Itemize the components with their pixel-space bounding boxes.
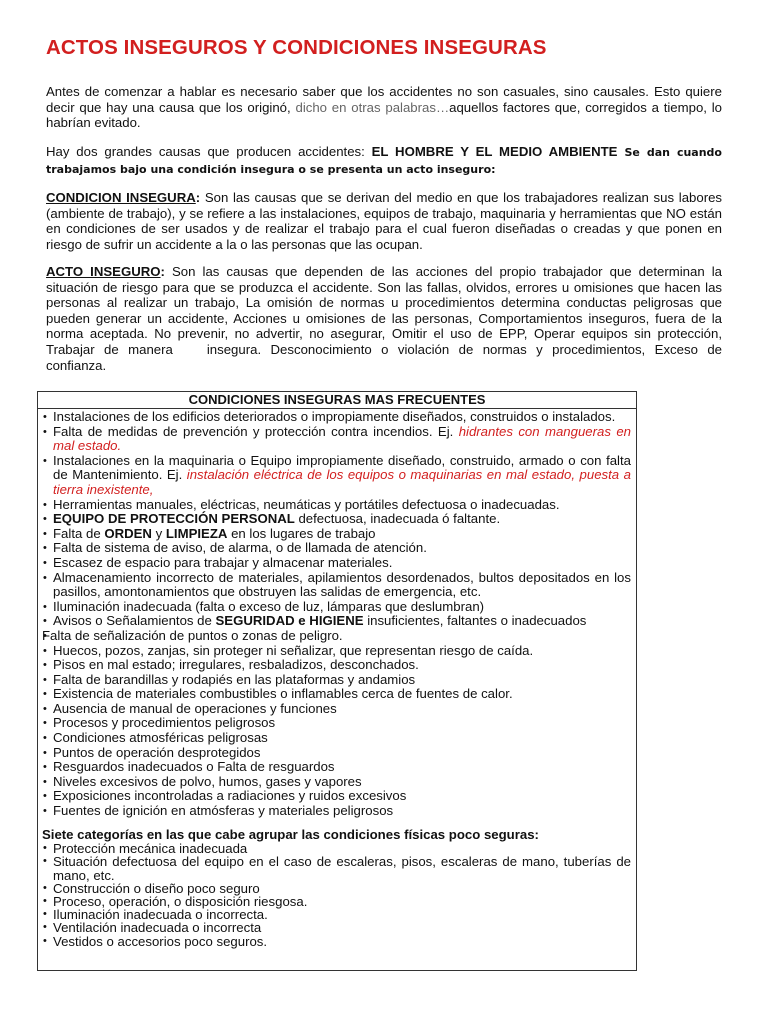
list-item: • Exposiciones incontroladas a radiaciones y ruidos excesivos xyxy=(42,789,631,804)
page-title: ACTOS INSEGUROS Y CONDICIONES INSEGURAS xyxy=(46,36,547,59)
list-item: • Puntos de operación desprotegidos xyxy=(42,746,631,761)
conditions-table xyxy=(37,391,637,971)
example-text: instalación eléctrica de los equipos o maquinarias en mal estado, puesta a tierra inexistente, xyxy=(53,467,631,497)
intro-gray-text: dicho en otras palabras… xyxy=(295,99,450,115)
category-item: • Iluminación inadecuada o incorrecta. xyxy=(42,908,631,921)
list-item: • Falta de ORDEN y LIMPIEZA en los lugares de trabajo xyxy=(42,527,631,542)
acto-text-1: Son las causas que dependen de las acciones del propio trabajador que determinan la situación de riesgo para que se produzca el accidente. Son las fallas, olvidos, errores u omisiones que hacen las personas al realizar un trabajo, La omisión de normas u procedimientos determina conductas peligrosas que pueden generar un accidente, Acciones u omisiones de las personas, Comportamientos inseguros, fuera de la norma aceptada. No prevenir, no advertir, no asegurar, Omitir el uso de EPP, Operar equipos sin protección, Trabajar de manera xyxy=(46,264,722,357)
list-item: • Falta de sistema de aviso, de alarma, o de llamada de atención. xyxy=(42,541,631,556)
list-item: • Herramientas manuales, eléctricas, neumáticas y portátiles defectuosa o inadecuadas. xyxy=(42,498,631,513)
list-item: • Falta de barandillas y rodapiés en las plataformas y andamios xyxy=(42,673,631,688)
list-item: • Avisos o Señalamientos de SEGURIDAD e HIGIENE insuficientes, faltantes o inadecuados xyxy=(42,614,631,629)
category-item: • Vestidos o accesorios poco seguros. xyxy=(42,935,631,948)
condicion-colon: : xyxy=(195,190,201,205)
list-item: • Huecos, pozos, zanjas, sin proteger ni señalizar, que representan riesgo de caída. xyxy=(42,644,631,659)
acto-colon: : xyxy=(160,264,165,279)
causes-bold: EL HOMBRE Y EL MEDIO AMBIENTE xyxy=(371,144,618,159)
list-item: • Niveles excesivos de polvo, humos, gases y vapores xyxy=(42,775,631,790)
list-item: • Procesos y procedimientos peligrosos xyxy=(42,716,631,731)
list-item: • Fuentes de ignición en atmósferas y materiales peligrosos xyxy=(42,804,631,819)
list-item: • EQUIPO DE PROTECCIÓN PERSONAL defectuosa, inadecuada ó faltante. xyxy=(42,512,631,527)
acto-heading: ACTO INSEGURO xyxy=(46,264,161,279)
category-item: • Construcción o diseño poco seguro xyxy=(42,882,631,895)
condicion-text: Son las causas que se derivan del medio en que los trabajadores realizan sus labores (ambiente de trabajo), y se refiere a las instalaciones, equipos de trabajo, maquinaria y herramientas que NO están en condiciones de ser usados y de realizar el trabajo para el cual fueron diseñadas o creadas y que ponen en riesgo de sufrir un accidente a la o las personas que las ocupan. xyxy=(46,190,723,252)
causes-paragraph xyxy=(46,144,722,177)
acto-paragraph xyxy=(46,264,722,373)
causes-text: Hay dos grandes causas que producen accidentes: xyxy=(46,144,372,159)
list-item-plain: • Falta de señalización de puntos o zonas de peligro. xyxy=(42,629,631,644)
intro-paragraph xyxy=(46,84,722,131)
list-item: • Escasez de espacio para trabajar y almacenar materiales. xyxy=(42,556,631,571)
table-header: CONDICIONES INSEGURAS MAS FRECUENTES xyxy=(38,392,636,409)
condicion-heading: CONDICION INSEGURA xyxy=(46,190,196,205)
category-item: • Situación defectuosa del equipo en el caso de escaleras, pisos, escaleras de mano, tuberías de mano, etc. xyxy=(42,855,631,881)
intro-text-1: Antes de comenzar a hablar es necesario saber que los accidentes no son casuales, sino causales. Esto quiere decir que hay una causa que los originó, xyxy=(46,84,722,115)
list-item: • Iluminación inadecuada (falta o exceso de luz, lámparas que deslumbran) xyxy=(42,600,631,615)
list-item: • Almacenamiento incorrecto de materiales, apilamientos desordenados, bultos depositados en los pasillos, amontonamientos que obstruyen las salidas de emergencia, etc. xyxy=(42,571,631,600)
category-item: • Ventilación inadecuada o incorrecta xyxy=(42,921,631,934)
table-body xyxy=(38,409,636,948)
intro-text-2: aquellos factores que, corregidos a tiempo, lo habrían evitado. xyxy=(46,99,722,131)
list-item: • Instalaciones de los edificios deteriorados o impropiamente diseñados, construidos o instalados. xyxy=(42,410,631,425)
list-item: • Existencia de materiales combustibles o inflamables cerca de fuentes de calor. xyxy=(42,687,631,702)
list-item: • Falta de medidas de prevención y protección contra incendios. Ej. hidrantes con mangueras en mal estado. xyxy=(42,425,631,454)
list-item: • Resguardos inadecuados o Falta de resguardos xyxy=(42,760,631,775)
causes-small: Se dan cuando trabajamos bajo una condición insegura o se presenta un acto inseguro: xyxy=(46,146,722,176)
example-text: hidrantes con mangueras en mal estado. xyxy=(53,423,631,454)
acto-text-2: insegura. Desconocimiento o violación de normas y procedimientos, Exceso de confianza. xyxy=(46,341,722,373)
category-item: • Proceso, operación, o disposición riesgosa. xyxy=(42,895,631,908)
list-item: • Pisos en mal estado; irregulares, resbaladizos, desconchados. xyxy=(42,658,631,673)
category-item: • Protección mecánica inadecuada xyxy=(42,842,631,855)
categories-title: Siete categorías en las que cabe agrupar las condiciones físicas poco seguras: xyxy=(42,826,539,842)
condicion-paragraph xyxy=(46,190,722,252)
list-item: • Ausencia de manual de operaciones y funciones xyxy=(42,702,631,717)
list-item: • Instalaciones en la maquinaria o Equipo impropiamente diseñado, construido, armado o con falta de Mantenimiento. Ej. instalación eléctrica de los equipos o maquinarias en mal estado, puesta a tierra inexistente, xyxy=(42,454,631,498)
categories-section xyxy=(42,828,631,948)
list-item: • Condiciones atmosféricas peligrosas xyxy=(42,731,631,746)
